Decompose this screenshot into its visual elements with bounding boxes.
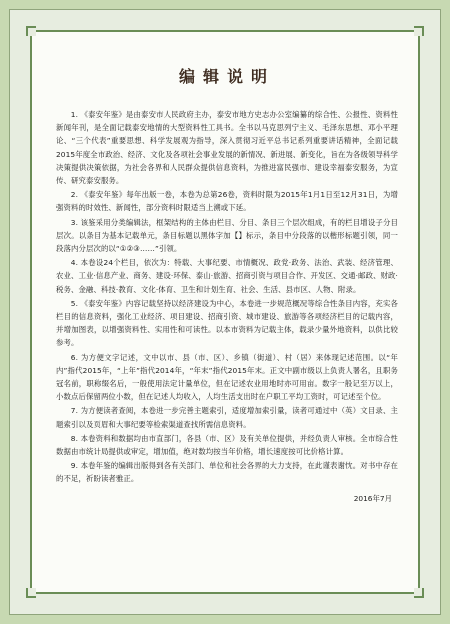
frame-corner-ornament [26,588,36,598]
frame-corner-ornament [414,26,424,36]
frame-corner-ornament [414,588,424,598]
paragraph: 2. 《泰安年鉴》每年出版一卷，本卷为总第26卷，资料时限为2015年1月1日至12月31日，为增强资料的时效性、新闻性，部分资料时限适当上溯或下延。 [56,190,398,213]
paragraph: 1. 《泰安年鉴》是由泰安市人民政府主办，泰安市地方史志办公室编纂的综合性、公报性、资料性新闻年刊，是全面记载泰安地情的大型资料性工具书。全书以马克思列宁主义、毛泽东思想、邓小平理论、“三个代表”重要思想、科学发展观为指导，深入贯彻习近平总书记系列重要讲话精神，全面记载2015年度全市政治、经济、文化及各项社会事业发展的新情况、新进展、新变化，旨在为各级领导科学决策提供决策依据，为社会各界和人民群众提供信息资料，为推进富民强市、建设幸福泰安服务，为宣传、研究泰安服务。 [56,110,398,186]
paragraph: 8. 本卷资料和数据均由市直部门，各县（市、区）及有关单位提供，并经负责人审核。全市综合性数据由市统计局提供或审定，增加值，绝对数均按当年价格，增长速度按可比价格计算。 [56,433,398,457]
page-title: 编辑说明 [178,68,275,86]
paragraph: 5. 《泰安年鉴》内容记载坚持以经济建设为中心，本卷进一步规范概况等综合性条目内容，充实各栏目的信息资料，强化工业经济、项目建设、招商引资、城市建设、旅游等各项经济栏目的记载内容，并增加图表，以增强资料性、实用性和可读性。以本市资料为记载主体，载录少量外地资料，以供比较参考。 [56,298,398,348]
paragraph: 9. 本卷年鉴的编辑出版得到各有关部门、单位和社会各界的大力支持，在此谨表谢忱。对书中存在的不足，祈盼读者雅正。 [56,461,398,484]
paragraph: 3. 该鉴采用分类编辑法，框架结构的主体由栏目、分目、条目三个层次组成，有的栏目增设子分目层次。以条目为基本记载单元，条目标题以黑体字加【】标示，条目中分段落的以楷形标题引领，同一段落内分层次的以“①②③……”引领。 [56,217,398,254]
frame-corner-ornament [26,26,36,36]
document-body [56,68,398,583]
paragraph: 4. 本卷设24个栏目，依次为：特载、大事纪要、市情概况、政党·政务、法治、武装、经济管理、农业、工业·信息产业、商务、建设·环保、泰山·旅游、招商引资与项目合作、开发区、交通·邮政、财政·税务、金融、科技·教育、文化·体育、卫生和计划生育、社会、生活、县市区、人物、附录。 [56,258,398,294]
document-frame [30,30,420,594]
document-date: 2016年7月 [353,493,392,503]
paragraph: 6. 为方便文字记述，文中以市、县（市、区）、乡镇（街道）、村（居）来体现记述范围。以“年内”指代2015年，“上年”指代2014年，“年末”指代2015年末。正文中副市级以上负责人署名，且职务冠名前，职称缀名后，一般使用法定计量单位，但在记述农业用地时亦可用亩。数字一般记至万以上，小数点后保留两位小数，但在记述人均收入，人均生活支出时在户职工平均工资时，可记述至个位。 [56,352,398,402]
paragraph: 7. 为方便读者查阅，本卷进一步完善主题索引，适度增加索引量，读者可通过中（英）文目录、主题索引以及页眉和大事纪要等检索渠道查找所需信息资料。 [56,406,398,429]
